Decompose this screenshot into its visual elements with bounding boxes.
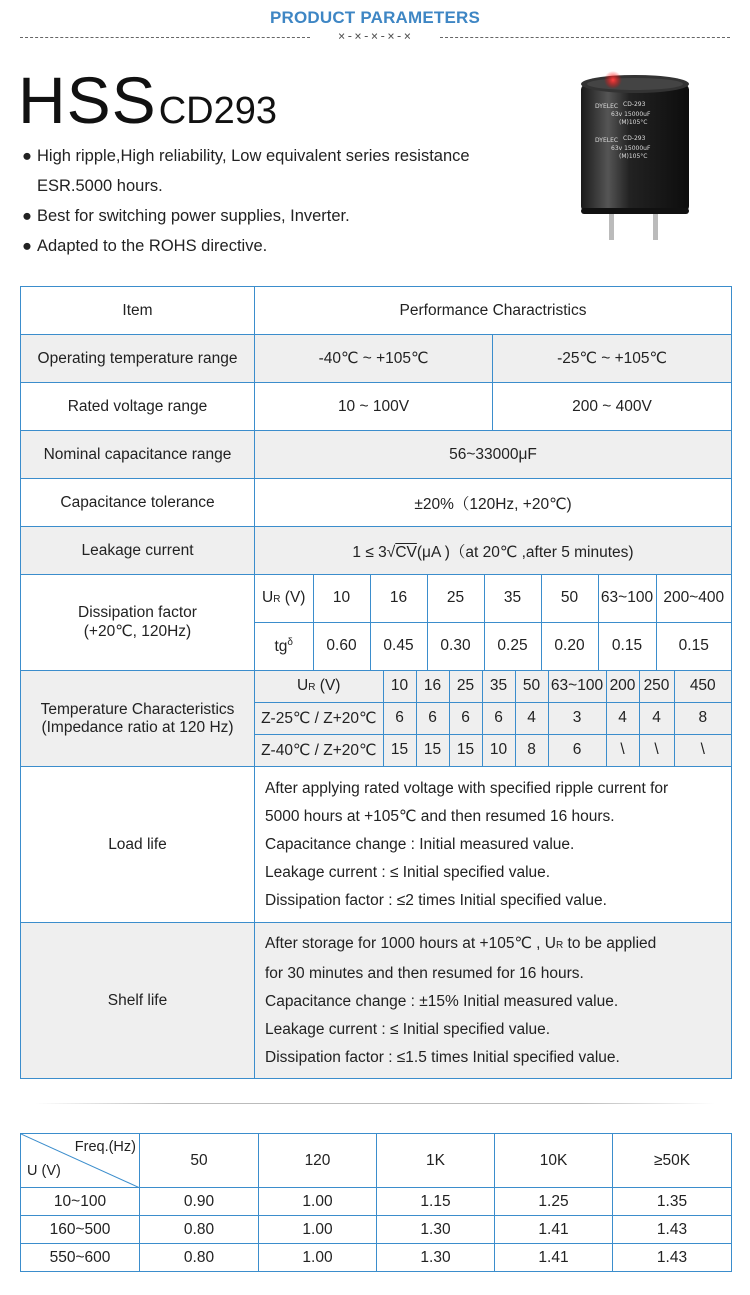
freq-value: 0.90 — [140, 1188, 259, 1216]
feature-item-continued: ESR.5000 hours. — [37, 177, 163, 195]
tc-value: 8 — [674, 702, 731, 734]
df-ur-header: UR (V) — [255, 575, 313, 622]
df-voltage: 25 — [427, 575, 484, 622]
capacitor-image — [575, 70, 695, 250]
df-voltage: 63~100 — [598, 575, 656, 622]
voltage-a: 10 ~ 100V — [255, 383, 493, 431]
section-separator — [35, 1103, 715, 1104]
label-series: CD-293 — [623, 101, 646, 108]
df-value: 0.60 — [313, 622, 370, 670]
header-performance: Performance Charactristics — [255, 287, 732, 335]
load-life-label: Load life — [21, 767, 255, 923]
tc-value: \ — [606, 734, 639, 766]
freq-header: 120 — [259, 1134, 377, 1188]
tc-value: 15 — [383, 734, 416, 766]
tc-voltage: 16 — [416, 671, 449, 702]
feature-list — [22, 141, 562, 261]
tc-value: 3 — [548, 702, 606, 734]
table-row — [21, 1134, 732, 1188]
tc-value: 10 — [482, 734, 515, 766]
tc-row-label: Z-25℃ / Z+20℃ — [255, 702, 383, 734]
label-temp: (M)105°C — [619, 153, 648, 160]
tc-value: 15 — [449, 734, 482, 766]
bullet-icon: ● — [22, 147, 32, 165]
df-voltage: 35 — [484, 575, 541, 622]
capacitance-label: Nominal capacitance range — [21, 431, 255, 479]
tc-value: \ — [639, 734, 674, 766]
shelf-life-label: Shelf life — [21, 923, 255, 1079]
tc-value: 4 — [639, 702, 674, 734]
temp-char-table — [255, 671, 731, 766]
label-brand: DYELEC — [595, 103, 619, 110]
spec-table — [20, 286, 732, 1079]
model-series: HSS — [18, 63, 157, 137]
freq-value: 1.00 — [259, 1244, 377, 1272]
tolerance-label: Capacitance tolerance — [21, 479, 255, 527]
freq-value: 1.30 — [377, 1244, 495, 1272]
tc-voltage: 10 — [383, 671, 416, 702]
tc-value: \ — [674, 734, 731, 766]
dissipation-grid — [255, 575, 732, 671]
voltage-range: 160~500 — [21, 1216, 140, 1244]
label-series: CD-293 — [623, 135, 646, 142]
leakage-value: 1 ≤ 3√CV(μA )（at 20℃ ,after 5 minutes) — [255, 527, 732, 575]
df-voltage: 50 — [541, 575, 598, 622]
feature-item: ● Adapted to the ROHS directive. — [22, 231, 562, 261]
freq-value: 1.00 — [259, 1188, 377, 1216]
freq-header: 1K — [377, 1134, 495, 1188]
frequency-table — [20, 1133, 732, 1272]
tc-voltage: 50 — [515, 671, 548, 702]
freq-header: ≥50K — [613, 1134, 732, 1188]
df-tg-header: $tg^\delta$ — [255, 622, 313, 670]
df-value: 0.30 — [427, 622, 484, 670]
table-row — [255, 622, 731, 670]
df-voltage: 10 — [313, 575, 370, 622]
df-value: 0.15 — [598, 622, 656, 670]
label-rating: 63v 15000uF — [611, 111, 651, 118]
divider-right — [440, 37, 730, 38]
table-row — [255, 575, 731, 622]
freq-value: 0.80 — [140, 1216, 259, 1244]
freq-value: 1.30 — [377, 1216, 495, 1244]
bullet-icon: ● — [22, 237, 32, 255]
load-life-text: After applying rated voltage with specified ripple current for 5000 hours at +105℃ and then resumed 16 hours. Capacitance change : Initial measured value. Leakage current : ≤ Initial specified value. Dissipation factor : ≤2 times Initial specified value. — [255, 767, 732, 923]
freq-value: 1.41 — [495, 1216, 613, 1244]
feature-item: ● Best for switching power supplies, Inverter. — [22, 201, 562, 231]
op-temp-label: Operating temperature range — [21, 335, 255, 383]
table-row — [21, 1188, 732, 1216]
freq-value: 1.43 — [613, 1244, 732, 1272]
freq-value: 1.41 — [495, 1244, 613, 1272]
tc-row-label: Z-40℃ / Z+20℃ — [255, 734, 383, 766]
freq-value: 1.35 — [613, 1188, 732, 1216]
label-brand: DYELEC — [595, 137, 619, 144]
leakage-label: Leakage current — [21, 527, 255, 575]
tc-value: 4 — [515, 702, 548, 734]
table-row — [255, 671, 731, 702]
corner-header — [21, 1134, 140, 1188]
df-value: 0.25 — [484, 622, 541, 670]
section-banner: PRODUCT PARAMETERS — [269, 8, 481, 27]
tc-value: 15 — [416, 734, 449, 766]
df-value: 0.20 — [541, 622, 598, 670]
model-code: CD293 — [158, 90, 278, 132]
tc-value: 6 — [383, 702, 416, 734]
header-item: Item — [21, 287, 255, 335]
bullet-icon: ● — [22, 207, 32, 225]
freq-value: 0.80 — [140, 1244, 259, 1272]
tc-voltage: 450 — [674, 671, 731, 702]
label-rating: 63v 15000uF — [611, 145, 651, 152]
voltage-range: 10~100 — [21, 1188, 140, 1216]
label-temp: (M)105°C — [619, 119, 648, 126]
op-temp-b: -25℃ ~ +105℃ — [493, 335, 732, 383]
freq-value: 1.15 — [377, 1188, 495, 1216]
divider-left — [20, 37, 310, 38]
tc-value: 8 — [515, 734, 548, 766]
model-title — [18, 62, 277, 138]
tc-value: 6 — [416, 702, 449, 734]
freq-value: 1.25 — [495, 1188, 613, 1216]
tc-voltage: 35 — [482, 671, 515, 702]
tc-voltage: 63~100 — [548, 671, 606, 702]
tc-value: 6 — [449, 702, 482, 734]
tc-voltage: 250 — [639, 671, 674, 702]
feature-item: ● High ripple,High reliability, Low equivalent series resistance — [22, 141, 562, 171]
df-voltage: 16 — [370, 575, 427, 622]
divider-marks: ×-×-×-×-× — [337, 29, 413, 43]
df-voltage: 200~400 — [656, 575, 731, 622]
temp-char-label: Temperature Characteristics (Impedance ratio at 120 Hz) — [21, 671, 255, 767]
tc-voltage: 200 — [606, 671, 639, 702]
capacitance-value: 56~33000μF — [255, 431, 732, 479]
voltage-axis-label: U (V) — [27, 1163, 61, 1179]
df-value: 0.15 — [656, 622, 731, 670]
tc-ur-header: UR (V) — [255, 671, 383, 702]
voltage-label: Rated voltage range — [21, 383, 255, 431]
tc-value: 6 — [482, 702, 515, 734]
table-row — [21, 1216, 732, 1244]
voltage-range: 550~600 — [21, 1244, 140, 1272]
table-row — [21, 1244, 732, 1272]
tc-value: 6 — [548, 734, 606, 766]
tolerance-value: ±20%（120Hz, +20℃) — [255, 479, 732, 527]
freq-header: 10K — [495, 1134, 613, 1188]
freq-value: 1.43 — [613, 1216, 732, 1244]
freq-header: 50 — [140, 1134, 259, 1188]
freq-axis-label: Freq.(Hz) — [74, 1139, 136, 1155]
freq-value: 1.00 — [259, 1216, 377, 1244]
op-temp-a: -40℃ ~ +105℃ — [255, 335, 493, 383]
table-row — [255, 702, 731, 734]
tc-voltage: 25 — [449, 671, 482, 702]
tc-value: 4 — [606, 702, 639, 734]
shelf-life-text: After storage for 1000 hours at +105℃ , UR to be applied for 30 minutes and then resumed for 16 hours. Capacitance change : ±15% Initial measured value. Leakage current : ≤ Initial specified value. Dissipation factor : ≤1.5 times Initial specified value. — [255, 923, 732, 1079]
dissipation-label: Dissipation factor (+20℃, 120Hz) — [21, 575, 255, 671]
df-value: 0.45 — [370, 622, 427, 670]
voltage-b: 200 ~ 400V — [493, 383, 732, 431]
dissipation-table — [255, 575, 731, 670]
temp-char-grid — [255, 671, 732, 767]
table-row — [255, 734, 731, 766]
sqrt-sign: √ — [386, 543, 396, 561]
